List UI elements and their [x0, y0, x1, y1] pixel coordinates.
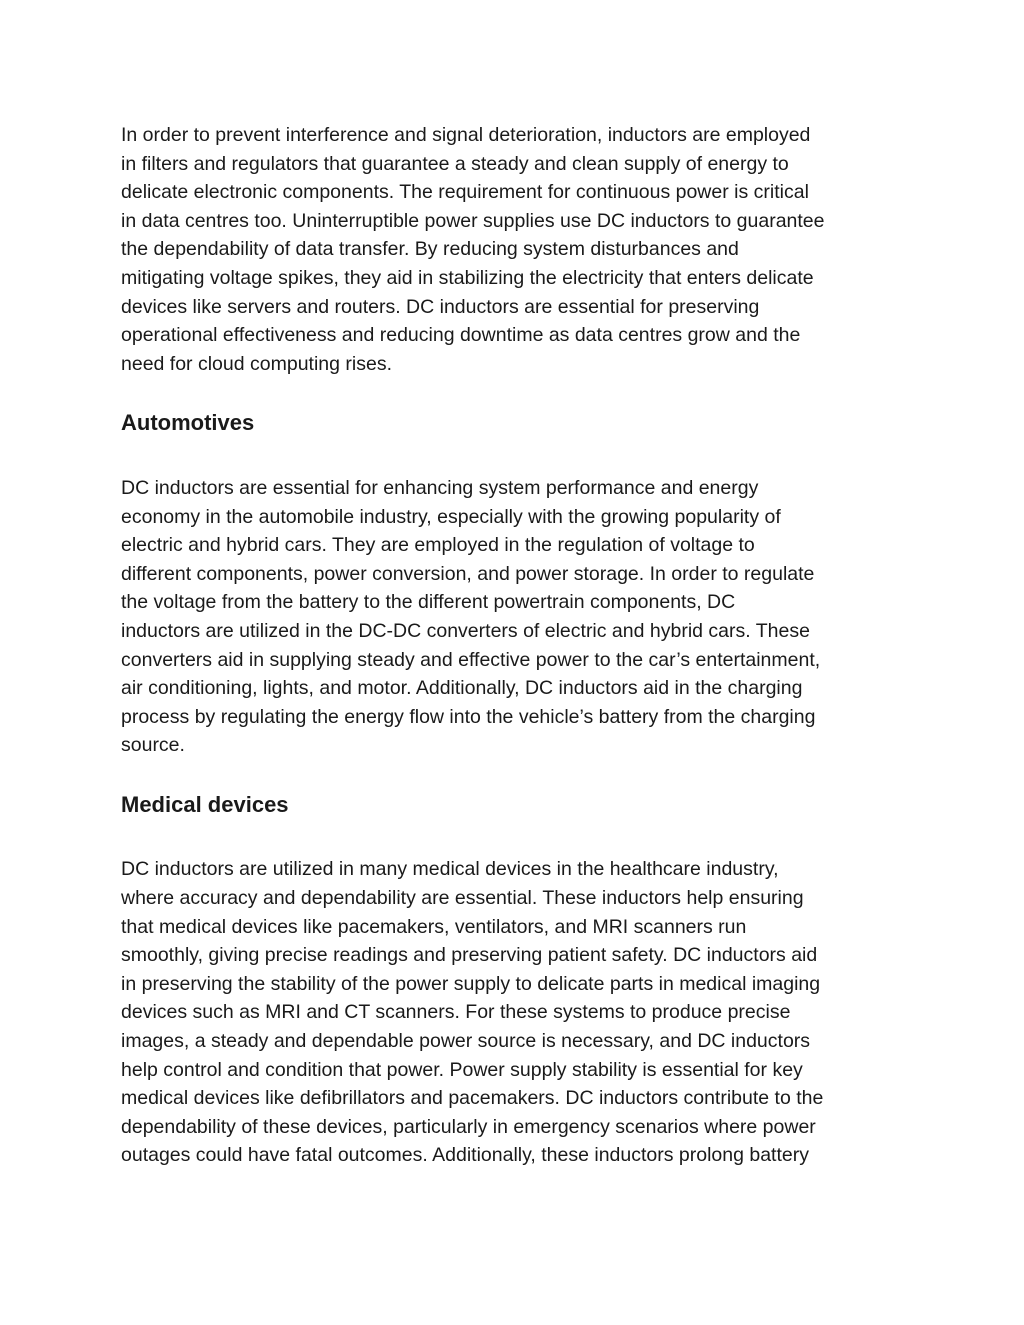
- section-paragraph-medical-devices: DC inductors are utilized in many medical devices in the healthcare industry, where accuracy and dependability are essential. These inductors help ensuring that medical devices like pacemakers, ventilators, and MRI scanners run smoothly, giving precise readings and preserving patient safety. DC inductors aid in preserving the stability of the power supply to delicate parts in medical imaging devices such as MRI and CT scanners. For these systems to produce precise images, a steady and dependable power source is necessary, and DC inductors help control and condition that power. Power supply stability is essential for key medical devices like defibrillators and pacemakers. DC inductors contribute to the dependability of these devices, particularly in emergency scenarios where power outages could have fatal outcomes. Additionally, these inductors prolong battery: [121, 858, 824, 1167]
- intro-paragraph: In order to prevent interference and signal deterioration, inductors are employed in filters and regulators that guarantee a steady and clean supply of energy to delicate electronic components. The requirement for continuous power is critical in data centres too. Uninterruptible power supplies use DC inductors to guarantee the dependability of data transfer. By reducing system disturbances and mitigating voltage spikes, they aid in stabilizing the electricity that enters delicate devices like servers and routers. DC inductors are essential for preserving operational effectiveness and reducing downtime as data centres grow and the need for cloud computing rises.: [121, 124, 825, 375]
- section-heading-automotives: Automotives: [121, 410, 255, 436]
- section-heading-medical-devices: Medical devices: [121, 791, 289, 817]
- document-page: [121, 121, 911, 1170]
- section-paragraph-automotives: DC inductors are essential for enhancing system performance and energy economy in the automobile industry, especially with the growing popularity of electric and hybrid cars. They are employed in the regulation of voltage to different components, power conversion, and power storage. In order to regulate the voltage from the battery to the different powertrain components, DC inductors are utilized in the DC-DC converters of electric and hybrid cars. These converters aid in supplying steady and effective power to the car’s entertainment, air conditioning, lights, and motor. Additionally, DC inductors aid in the charging process by regulating the energy flow into the vehicle’s battery from the charging source.: [121, 476, 821, 757]
